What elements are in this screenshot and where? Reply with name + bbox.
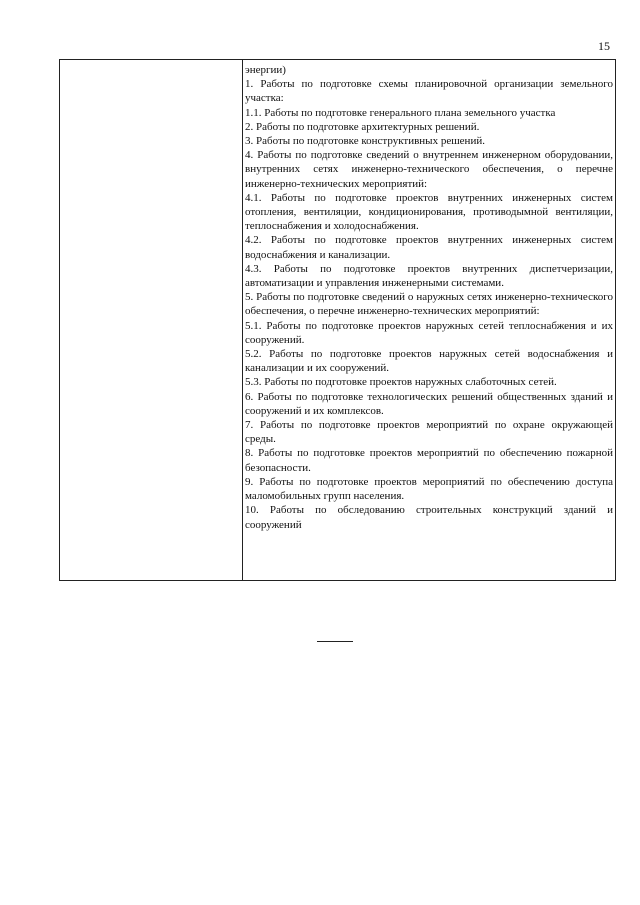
list-item: 4.3. Работы по подготовке проектов внутренних диспетчеризации, автоматизации и управления инженерными системами. [245, 262, 613, 290]
works-list-cell [243, 60, 615, 580]
list-item: 6. Работы по подготовке технологических решений общественных зданий и сооружений и их комплексов. [245, 390, 613, 417]
list-item: 5.3. Работы по подготовке проектов наружных слаботочных сетей. [245, 376, 557, 389]
list-item: 7. Работы по подготовке проектов мероприятий по охране окружающей среды. [245, 419, 613, 446]
left-cell [60, 60, 243, 580]
page-number: 15 [598, 39, 610, 53]
list-item: 4.2. Работы по подготовке проектов внутренних инженерных систем водоснабжения и канализации. [245, 234, 613, 261]
list-item: 3. Работы по подготовке конструктивных решений. [245, 135, 485, 148]
list-item: 4. Работы по подготовке сведений о внутреннем инженерном оборудовании, внутренних сетях инженерно-технического обеспечения, о перечне инженерно-технических мероприятий: [245, 149, 613, 190]
list-item: 5.1. Работы по подготовке проектов наружных сетей теплоснабжения и их сооружений. [245, 319, 613, 346]
list-item: 4.1. Работы по подготовке проектов внутренних инженерных систем отопления, вентиляции, кондиционирования, противодымной вентиляции, теплоснабжения и холодоснабжения. [245, 191, 613, 233]
list-item: 5. Работы по подготовке сведений о наружных сетях инженерно-технического обеспечения, о перечне инженерно-технических мероприятий: [245, 291, 613, 318]
list-item: энергии) [245, 64, 286, 76]
list-item: 2. Работы по подготовке архитектурных решений. [245, 120, 480, 133]
closing-divider [317, 641, 353, 642]
list-item: 8. Работы по подготовке проектов мероприятий по обеспечению пожарной безопасности. [245, 447, 613, 474]
list-item: 1. Работы по подготовке схемы планировочной организации земельного участка: [245, 78, 613, 105]
works-table [59, 59, 616, 581]
list-item: 1.1. Работы по подготовке генерального плана земельного участка [245, 106, 556, 119]
list-item: 10. Работы по обследованию строительных конструкций зданий и сооружений [245, 504, 613, 531]
list-item: 9. Работы по подготовке проектов мероприятий по обеспечению доступа маломобильных групп населения. [245, 475, 613, 503]
list-item: 5.2. Работы по подготовке проектов наружных сетей водоснабжения и канализации и их сооружений. [245, 348, 613, 375]
